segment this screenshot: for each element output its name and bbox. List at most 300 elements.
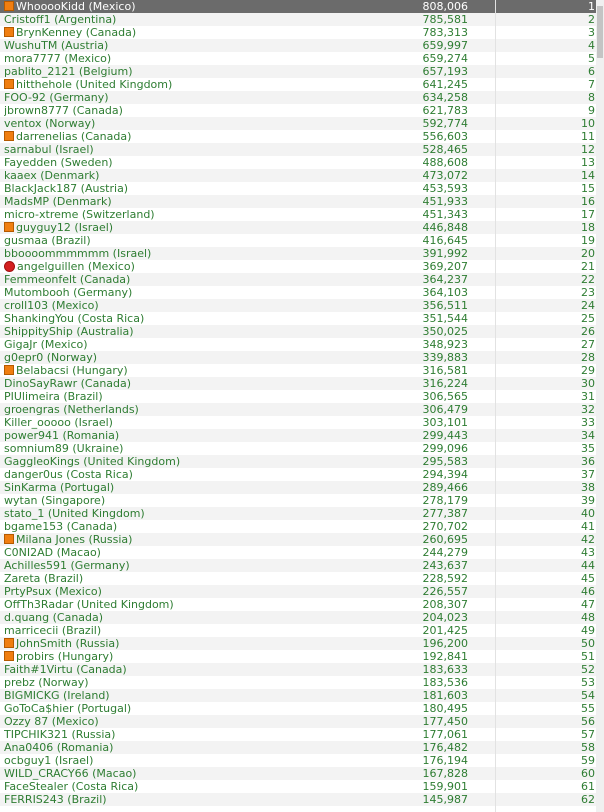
player-name: WhooooKidd (Mexico) (16, 0, 136, 13)
player-score: 201,425 (422, 624, 468, 637)
player-rank: 18 (581, 221, 595, 234)
player-name-cell (4, 260, 394, 273)
player-score: 306,479 (422, 403, 468, 416)
leaderboard-row[interactable] (0, 416, 604, 429)
leaderboard-row[interactable] (0, 234, 604, 247)
player-name: GigaJr (Mexico) (4, 338, 88, 351)
player-name: marricecii (Brazil) (4, 624, 102, 637)
player-rank: 58 (581, 741, 595, 754)
player-rank: 51 (581, 650, 595, 663)
player-rank: 46 (581, 585, 595, 598)
player-rank: 43 (581, 546, 595, 559)
player-name-cell (4, 481, 394, 494)
player-name: kaaex (Denmark) (4, 169, 100, 182)
leaderboard-row[interactable] (0, 702, 604, 715)
player-name-cell (4, 117, 394, 130)
player-name-cell (4, 780, 394, 793)
player-name-cell (4, 403, 394, 416)
leaderboard-row[interactable] (0, 429, 604, 442)
leaderboard-row[interactable] (0, 273, 604, 286)
player-rank: 11 (581, 130, 595, 143)
player-rank: 17 (581, 208, 595, 221)
player-badge-icon (4, 534, 14, 544)
player-name-cell (4, 442, 394, 455)
player-rank: 30 (581, 377, 595, 390)
player-name: hitthehole (United Kingdom) (16, 78, 173, 91)
leaderboard-row[interactable] (0, 741, 604, 754)
player-name: d.quang (Canada) (4, 611, 104, 624)
player-score: 621,783 (422, 104, 468, 117)
player-name-cell (4, 13, 394, 26)
player-name: Ozzy 87 (Mexico) (4, 715, 99, 728)
leaderboard-row[interactable] (0, 520, 604, 533)
player-rank: 50 (581, 637, 595, 650)
leaderboard-row[interactable] (0, 65, 604, 78)
player-name: Zareta (Brazil) (4, 572, 84, 585)
player-name-cell (4, 273, 394, 286)
player-name: BIGMICKG (Ireland) (4, 689, 110, 702)
player-name: mora7777 (Mexico) (4, 52, 112, 65)
player-name: jbrown8777 (Canada) (4, 104, 123, 117)
leaderboard-row[interactable] (0, 494, 604, 507)
player-name-cell (4, 195, 394, 208)
player-score: 451,343 (422, 208, 468, 221)
player-name: TIPCHIK321 (Russia) (4, 728, 116, 741)
leaderboard-row[interactable] (0, 338, 604, 351)
player-score: 289,466 (422, 481, 468, 494)
leaderboard-row[interactable] (0, 507, 604, 520)
player-name-cell (4, 78, 394, 91)
player-badge-icon (4, 131, 14, 141)
leaderboard-row[interactable] (0, 247, 604, 260)
player-name: ventox (Norway) (4, 117, 96, 130)
leaderboard-row[interactable] (0, 728, 604, 741)
player-score: 488,608 (422, 156, 468, 169)
player-name: Milana Jones (Russia) (16, 533, 133, 546)
player-score: 592,774 (422, 117, 468, 130)
player-rank: 27 (581, 338, 595, 351)
leaderboard-row[interactable] (0, 455, 604, 468)
player-rank: 26 (581, 325, 595, 338)
player-name: Achilles591 (Germany) (4, 559, 130, 572)
player-name-cell (4, 312, 394, 325)
player-score: 306,565 (422, 390, 468, 403)
leaderboard-row[interactable] (0, 364, 604, 377)
player-name-cell (4, 728, 394, 741)
player-name: darrenelias (Canada) (16, 130, 132, 143)
vertical-scrollbar[interactable] (596, 0, 604, 812)
player-name-cell (4, 520, 394, 533)
player-name: stato_1 (United Kingdom) (4, 507, 145, 520)
player-name-cell (4, 351, 394, 364)
player-rank: 62 (581, 793, 595, 806)
leaderboard-row[interactable] (0, 715, 604, 728)
player-name-cell (4, 637, 394, 650)
player-score: 348,923 (422, 338, 468, 351)
player-score: 270,702 (422, 520, 468, 533)
player-score: 785,581 (422, 13, 468, 26)
player-badge-icon (4, 638, 14, 648)
player-name: Killer_ooooo (Israel) (4, 416, 113, 429)
player-name-cell (4, 793, 394, 806)
leaderboard-row[interactable] (0, 689, 604, 702)
player-name: SinKarma (Portugal) (4, 481, 115, 494)
leaderboard-row[interactable] (0, 117, 604, 130)
player-score: 473,072 (422, 169, 468, 182)
player-rank: 2 (588, 13, 595, 26)
player-rank: 23 (581, 286, 595, 299)
leaderboard-row[interactable] (0, 793, 604, 806)
player-name-cell (4, 650, 394, 663)
leaderboard-row[interactable] (0, 26, 604, 39)
leaderboard-row[interactable] (0, 325, 604, 338)
player-rank: 38 (581, 481, 595, 494)
player-rank: 1 (588, 0, 595, 13)
player-rank: 35 (581, 442, 595, 455)
player-score: 356,511 (422, 299, 468, 312)
leaderboard-row[interactable] (0, 351, 604, 364)
player-score: 391,992 (422, 247, 468, 260)
leaderboard-row[interactable] (0, 299, 604, 312)
leaderboard-row[interactable] (0, 195, 604, 208)
player-score: 369,207 (422, 260, 468, 273)
player-score: 192,841 (422, 650, 468, 663)
leaderboard-row[interactable] (0, 377, 604, 390)
player-score: 244,279 (422, 546, 468, 559)
player-name: g0epr0 (Norway) (4, 351, 98, 364)
player-name: GoToCa$hier (Portugal) (4, 702, 132, 715)
player-name-cell (4, 182, 394, 195)
player-rank: 34 (581, 429, 595, 442)
player-rank: 42 (581, 533, 595, 546)
leaderboard-row[interactable] (0, 208, 604, 221)
player-name-cell (4, 247, 394, 260)
player-score: 208,307 (422, 598, 468, 611)
leaderboard-row[interactable] (0, 286, 604, 299)
player-name-cell (4, 676, 394, 689)
player-name: gusmaa (Brazil) (4, 234, 91, 247)
spade-icon (4, 261, 15, 272)
player-score: 316,581 (422, 364, 468, 377)
player-name-cell (4, 559, 394, 572)
player-score: 243,637 (422, 559, 468, 572)
player-name-cell (4, 741, 394, 754)
player-score: 316,224 (422, 377, 468, 390)
player-badge-icon (4, 222, 14, 232)
player-name: pablito_2121 (Belgium) (4, 65, 133, 78)
player-rank: 41 (581, 520, 595, 533)
leaderboard-row[interactable] (0, 13, 604, 26)
player-badge-icon (4, 27, 14, 37)
player-badge-icon (4, 1, 14, 11)
player-rank: 53 (581, 676, 595, 689)
player-rank: 33 (581, 416, 595, 429)
player-rank: 49 (581, 624, 595, 637)
player-name-cell (4, 494, 394, 507)
player-name-cell (4, 546, 394, 559)
player-name-cell (4, 572, 394, 585)
leaderboard-row[interactable] (0, 533, 604, 546)
player-rank: 20 (581, 247, 595, 260)
leaderboard-row[interactable] (0, 403, 604, 416)
player-name: power941 (Romania) (4, 429, 120, 442)
player-name: Belabacsi (Hungary) (16, 364, 128, 377)
leaderboard-row[interactable] (0, 156, 604, 169)
scrollbar-thumb[interactable] (597, 6, 603, 58)
player-score: 183,633 (422, 663, 468, 676)
leaderboard-row[interactable] (0, 559, 604, 572)
player-rank: 13 (581, 156, 595, 169)
leaderboard-row[interactable] (0, 754, 604, 767)
player-rank: 29 (581, 364, 595, 377)
player-score: 176,194 (422, 754, 468, 767)
player-rank: 36 (581, 455, 595, 468)
player-name: PrtyPsux (Mexico) (4, 585, 102, 598)
player-name: somnium89 (Ukraine) (4, 442, 124, 455)
player-name: BrynKenney (Canada) (16, 26, 137, 39)
player-rank: 60 (581, 767, 595, 780)
player-name: micro-xtreme (Switzerland) (4, 208, 155, 221)
leaderboard-row[interactable] (0, 611, 604, 624)
player-score: 260,695 (422, 533, 468, 546)
player-rank: 47 (581, 598, 595, 611)
player-name: ShippityShip (Australia) (4, 325, 134, 338)
player-name: wytan (Singapore) (4, 494, 106, 507)
player-rank: 28 (581, 351, 595, 364)
player-score: 364,237 (422, 273, 468, 286)
player-rank: 9 (588, 104, 595, 117)
player-name: probirs (Hungary) (16, 650, 114, 663)
player-score: 659,997 (422, 39, 468, 52)
player-name-cell (4, 468, 394, 481)
player-score: 303,101 (422, 416, 468, 429)
leaderboard-row[interactable] (0, 481, 604, 494)
player-name: ocbguy1 (Israel) (4, 754, 94, 767)
player-name-cell (4, 533, 394, 546)
player-score: 556,603 (422, 130, 468, 143)
player-score: 181,603 (422, 689, 468, 702)
player-name: Cristoff1 (Argentina) (4, 13, 117, 26)
player-rank: 44 (581, 559, 595, 572)
player-name-cell (4, 234, 394, 247)
player-name: bgame153 (Canada) (4, 520, 118, 533)
player-name-cell (4, 325, 394, 338)
player-name: FaceStealer (Costa Rica) (4, 780, 139, 793)
player-name-cell (4, 507, 394, 520)
player-name-cell (4, 130, 394, 143)
player-name-cell (4, 221, 394, 234)
player-rank: 56 (581, 715, 595, 728)
player-name: angelguillen (Mexico) (17, 260, 135, 273)
player-score: 299,443 (422, 429, 468, 442)
player-score: 180,495 (422, 702, 468, 715)
leaderboard-row[interactable] (0, 143, 604, 156)
player-name-cell (4, 416, 394, 429)
player-name: FERRIS243 (Brazil) (4, 793, 107, 806)
leaderboard-row[interactable] (0, 312, 604, 325)
player-score: 159,901 (422, 780, 468, 793)
player-name-cell (4, 624, 394, 637)
player-score: 176,482 (422, 741, 468, 754)
player-name-cell (4, 767, 394, 780)
leaderboard-row[interactable] (0, 676, 604, 689)
player-score: 657,193 (422, 65, 468, 78)
player-name-cell (4, 455, 394, 468)
player-rank: 37 (581, 468, 595, 481)
player-score: 416,645 (422, 234, 468, 247)
player-name: guyguy12 (Israel) (16, 221, 114, 234)
player-rank: 48 (581, 611, 595, 624)
player-rank: 31 (581, 390, 595, 403)
player-name: sarnabul (Israel) (4, 143, 94, 156)
player-name: GaggleoKings (United Kingdom) (4, 455, 181, 468)
leaderboard-row[interactable] (0, 169, 604, 182)
player-score: 659,274 (422, 52, 468, 65)
player-name-cell (4, 598, 394, 611)
player-name: Mutombooh (Germany) (4, 286, 133, 299)
player-name: FOO-92 (Germany) (4, 91, 109, 104)
player-rank: 25 (581, 312, 595, 325)
player-score: 453,593 (422, 182, 468, 195)
player-score: 145,987 (422, 793, 468, 806)
player-score: 339,883 (422, 351, 468, 364)
player-rank: 24 (581, 299, 595, 312)
player-name: JohnSmith (Russia) (16, 637, 120, 650)
player-score: 294,394 (422, 468, 468, 481)
player-name: danger0us (Costa Rica) (4, 468, 133, 481)
player-name-cell (4, 338, 394, 351)
player-name-cell (4, 702, 394, 715)
player-name-cell (4, 754, 394, 767)
player-name-cell (4, 429, 394, 442)
leaderboard-row[interactable] (0, 39, 604, 52)
leaderboard-row[interactable] (0, 221, 604, 234)
leaderboard-row[interactable] (0, 767, 604, 780)
player-name: WushuTM (Austria) (4, 39, 109, 52)
player-name: DinoSayRawr (Canada) (4, 377, 132, 390)
player-rank: 15 (581, 182, 595, 195)
player-name-cell (4, 39, 394, 52)
player-name-cell (4, 156, 394, 169)
leaderboard-row[interactable] (0, 52, 604, 65)
player-badge-icon (4, 651, 14, 661)
player-score: 446,848 (422, 221, 468, 234)
player-rank: 22 (581, 273, 595, 286)
player-score: 204,023 (422, 611, 468, 624)
player-score: 278,179 (422, 494, 468, 507)
leaderboard-row[interactable] (0, 260, 604, 273)
player-name-cell (4, 299, 394, 312)
player-score: 177,450 (422, 715, 468, 728)
player-score: 226,557 (422, 585, 468, 598)
player-name: Faith#1Virtu (Canada) (4, 663, 127, 676)
player-rank: 4 (588, 39, 595, 52)
player-name: ShankingYou (Costa Rica) (4, 312, 145, 325)
leaderboard-row[interactable] (0, 91, 604, 104)
player-rank: 14 (581, 169, 595, 182)
player-rank: 39 (581, 494, 595, 507)
player-score: 196,200 (422, 637, 468, 650)
player-rank: 8 (588, 91, 595, 104)
leaderboard-row[interactable] (0, 637, 604, 650)
leaderboard-row[interactable] (0, 78, 604, 91)
player-name-cell (4, 26, 394, 39)
leaderboard-row[interactable] (0, 390, 604, 403)
player-name-cell (4, 65, 394, 78)
player-score: 641,245 (422, 78, 468, 91)
player-rank: 5 (588, 52, 595, 65)
player-score: 228,592 (422, 572, 468, 585)
leaderboard-row[interactable] (0, 598, 604, 611)
player-name-cell (4, 377, 394, 390)
player-name: C0NI2AD (Macao) (4, 546, 101, 559)
player-score: 183,536 (422, 676, 468, 689)
player-score: 783,313 (422, 26, 468, 39)
player-rank: 6 (588, 65, 595, 78)
leaderboard-row[interactable] (0, 182, 604, 195)
player-name: PIUlimeira (Brazil) (4, 390, 103, 403)
player-rank: 52 (581, 663, 595, 676)
leaderboard-row[interactable] (0, 650, 604, 663)
player-name-cell (4, 208, 394, 221)
player-rank: 57 (581, 728, 595, 741)
leaderboard-row[interactable] (0, 585, 604, 598)
player-name-cell (4, 585, 394, 598)
leaderboard-row[interactable] (0, 572, 604, 585)
leaderboard-row[interactable] (0, 663, 604, 676)
player-rank: 3 (588, 26, 595, 39)
player-score: 634,258 (422, 91, 468, 104)
player-rank: 7 (588, 78, 595, 91)
player-name-cell (4, 286, 394, 299)
player-score: 808,006 (422, 0, 468, 13)
player-rank: 54 (581, 689, 595, 702)
player-score: 177,061 (422, 728, 468, 741)
leaderboard-row[interactable] (0, 442, 604, 455)
player-score: 277,387 (422, 507, 468, 520)
player-name: Femmeonfelt (Canada) (4, 273, 131, 286)
player-rank: 61 (581, 780, 595, 793)
player-name: WILD_CRACY66 (Macao) (4, 767, 137, 780)
player-name-cell (4, 0, 394, 13)
player-name-cell (4, 663, 394, 676)
column-divider (495, 0, 496, 812)
player-score: 528,465 (422, 143, 468, 156)
player-name: OffTh3Radar (United Kingdom) (4, 598, 174, 611)
leaderboard-row[interactable] (0, 0, 604, 13)
player-name: croll103 (Mexico) (4, 299, 99, 312)
player-score: 299,096 (422, 442, 468, 455)
leaderboard-row[interactable] (0, 780, 604, 793)
player-name-cell (4, 91, 394, 104)
player-rank: 19 (581, 234, 595, 247)
leaderboard-row[interactable] (0, 468, 604, 481)
player-rank: 16 (581, 195, 595, 208)
player-score: 295,583 (422, 455, 468, 468)
player-score: 350,025 (422, 325, 468, 338)
player-name: prebz (Norway) (4, 676, 89, 689)
leaderboard-row[interactable] (0, 130, 604, 143)
leaderboard-row[interactable] (0, 546, 604, 559)
player-name-cell (4, 689, 394, 702)
leaderboard-row[interactable] (0, 624, 604, 637)
player-name-cell (4, 143, 394, 156)
player-score: 451,933 (422, 195, 468, 208)
player-name: Ana0406 (Romania) (4, 741, 114, 754)
leaderboard-row[interactable] (0, 104, 604, 117)
player-name-cell (4, 364, 394, 377)
player-name-cell (4, 611, 394, 624)
